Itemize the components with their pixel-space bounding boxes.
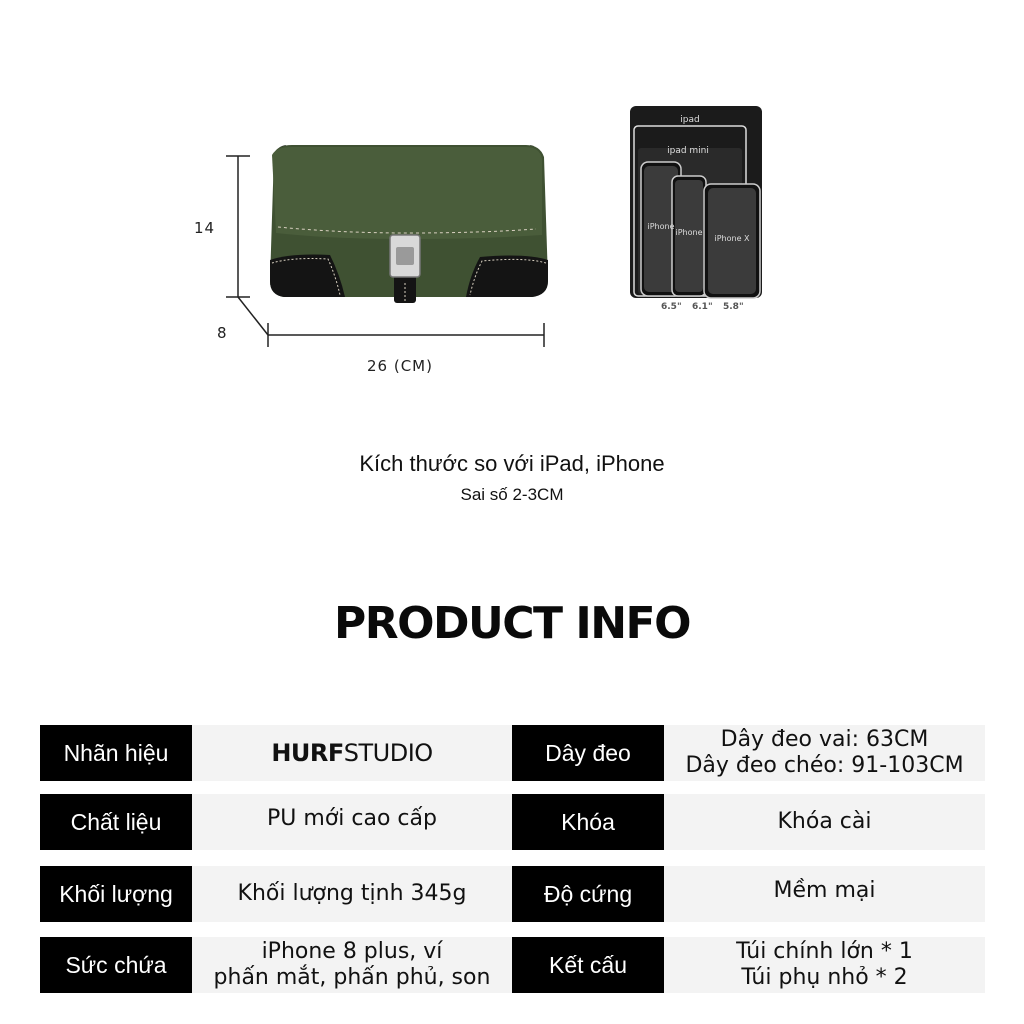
width-label: 26 (CM) bbox=[367, 357, 433, 375]
info-row bbox=[40, 794, 985, 850]
structure-line-2: Túi phụ nhỏ * 2 bbox=[741, 965, 908, 990]
phone-1-name: iPhone bbox=[647, 222, 675, 231]
capacity-line-1: iPhone 8 plus, ví bbox=[261, 939, 443, 964]
strap-label: Dây đeo bbox=[512, 725, 664, 781]
structure-label: Kết cấu bbox=[512, 937, 664, 993]
product-info-heading: PRODUCT INFO bbox=[333, 598, 691, 649]
ipad-label: ipad bbox=[680, 115, 700, 125]
device-size-comparison bbox=[628, 104, 768, 324]
capacity-value bbox=[192, 937, 512, 993]
strap-crossbody-length: Dây đeo chéo: 91-103CM bbox=[685, 753, 964, 778]
weight-value: Khối lượng tịnh 345g bbox=[192, 866, 512, 922]
brand-value bbox=[192, 725, 512, 781]
height-label: 14 bbox=[194, 219, 216, 237]
depth-label: 8 bbox=[217, 324, 228, 342]
material-label: Chất liệu bbox=[40, 794, 192, 850]
capacity-line-2: phấn mắt, phấn phủ, son bbox=[213, 965, 491, 990]
info-row bbox=[40, 937, 985, 993]
info-row bbox=[40, 725, 985, 781]
hardness-label: Độ cứng bbox=[512, 866, 664, 922]
ipad-mini-label: ipad mini bbox=[667, 146, 709, 156]
structure-value bbox=[664, 937, 985, 993]
brand-logo: HURFSTUDIO bbox=[271, 739, 433, 767]
strap-value bbox=[664, 725, 985, 781]
capacity-label: Sức chứa bbox=[40, 937, 192, 993]
phone-3-name: iPhone X bbox=[714, 234, 750, 243]
brand-label: Nhãn hiệu bbox=[40, 725, 192, 781]
material-value: PU mới cao cấp bbox=[192, 794, 512, 850]
size-caption-title: Kích thước so với iPad, iPhone bbox=[359, 451, 665, 476]
devices-image bbox=[628, 104, 768, 304]
bag-image bbox=[180, 135, 580, 395]
hardness-value: Mềm mại bbox=[664, 866, 985, 922]
phone-3-size: 5.8" bbox=[723, 302, 744, 312]
size-caption-subtitle: Sai số 2-3CM bbox=[460, 485, 564, 504]
weight-label: Khối lượng bbox=[40, 866, 192, 922]
info-row bbox=[40, 866, 985, 922]
structure-line-1: Túi chính lớn * 1 bbox=[736, 939, 913, 964]
phone-1-size: 6.5" bbox=[661, 302, 682, 312]
phone-2-size: 6.1" bbox=[692, 302, 713, 312]
phone-2-name: iPhone bbox=[675, 228, 703, 237]
bag-dimension-figure bbox=[180, 135, 580, 395]
lock-value: Khóa cài bbox=[664, 794, 985, 850]
lock-label: Khóa bbox=[512, 794, 664, 850]
strap-shoulder-length: Dây đeo vai: 63CM bbox=[720, 727, 929, 752]
